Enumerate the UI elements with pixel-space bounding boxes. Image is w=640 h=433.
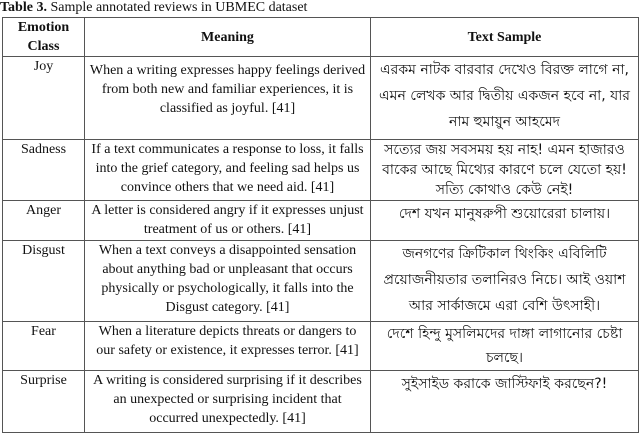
header-text-sample: Text Sample — [371, 18, 639, 57]
emotion-cell: Disgust — [3, 241, 85, 322]
header-row — [3, 18, 639, 57]
meaning-cell: If a text communicates a response to loss, it falls into the grief category, and feeling sad helps us convince others that we need aid. [41] — [85, 140, 371, 201]
meaning-cell: A writing is considered surprising if it describes an unexpected or surprising incident that occurred unexpectedly. [41] — [85, 371, 371, 433]
meaning-cell: When a text conveys a disappointed sensation about anything bad or unpleasant that occurs physically or psychologically, it falls into the Disgust category. [41] — [85, 241, 371, 322]
sample-cell: সুইসাইড করাকে জাস্টিফাই করছেন?! — [371, 371, 639, 433]
emotion-samples-table — [2, 17, 639, 433]
sample-cell: জনগণের ক্রিটিকাল থিংকিং এবিলিটি প্রয়োজনীয়তার তলানিরও নিচে। আই ওয়াশ আর সার্কাজমে এরা বেশি উৎসাহী। — [371, 241, 639, 322]
table-row — [3, 57, 639, 140]
emotion-cell: Anger — [3, 201, 85, 241]
table-row — [3, 201, 639, 241]
header-emotion-class: Emotion Class — [3, 18, 85, 57]
caption-text: Sample annotated reviews in UBMEC dataset — [46, 0, 308, 15]
sample-cell: দেশে হিন্দু মুসলিমদের দাঙ্গা লাগানোর চেষ্টা চলছে। — [371, 322, 639, 371]
sample-cell: সত্যের জয় সবসময় হয় নাহ! এমন হাজারও বাকের আছে মিথ্যের কারণে চলে যেতো হয়! সত্যি কোথাও কেউ নেই! — [371, 140, 639, 201]
header-meaning: Meaning — [85, 18, 371, 57]
table-row — [3, 371, 639, 433]
sample-cell: এরকম নাটক বারবার দেখেও বিরক্ত লাগে না, এমন লেখক আর দ্বিতীয় একজন হবে না, যার নাম হুমায়ুন আহমেদ — [371, 57, 639, 140]
caption-label: Table 3. — [0, 0, 47, 15]
meaning-cell: When a literature depicts threats or dangers to our safety or existence, it expresses terror. [41] — [85, 322, 371, 371]
table-row — [3, 322, 639, 371]
meaning-cell: A letter is considered angry if it expresses unjust treatment of us or others. [41] — [85, 201, 371, 241]
meaning-cell: When a writing expresses happy feelings derived from both new and familiar experiences, it is classified as joyful. [41] — [85, 57, 371, 140]
sample-cell: দেশ যখন মানুষরুপী শুয়োরেরা চালায়। — [371, 201, 639, 241]
table-caption — [0, 0, 307, 16]
table-row — [3, 140, 639, 201]
emotion-cell: Fear — [3, 322, 85, 371]
table-row — [3, 241, 639, 322]
emotion-cell: Surprise — [3, 371, 85, 433]
emotion-cell: Sadness — [3, 140, 85, 201]
emotion-cell: Joy — [3, 57, 85, 140]
